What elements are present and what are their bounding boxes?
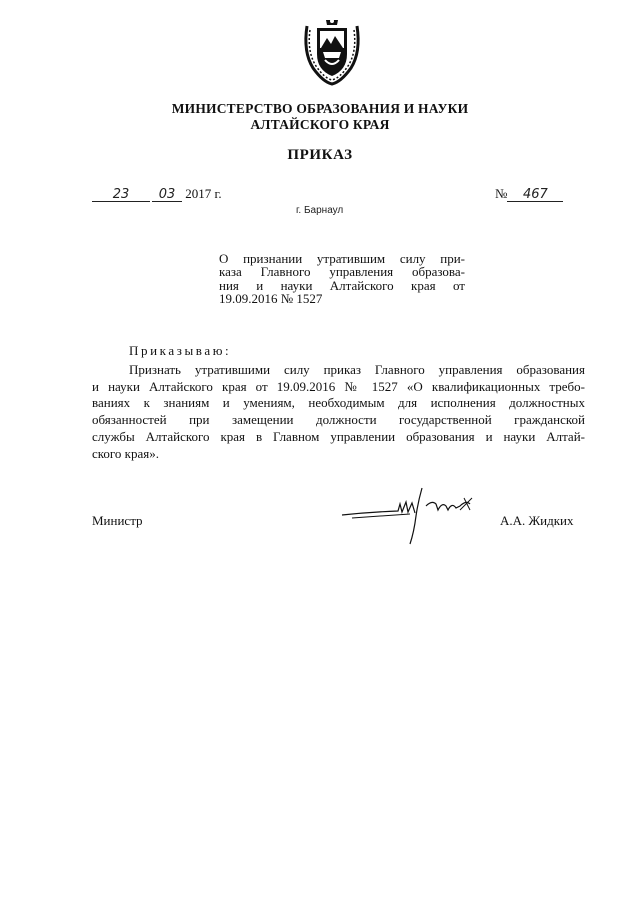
subject-line: каза Главного управления образова-: [219, 264, 465, 280]
body-line: обязанностей при замещении должности государственной гражданской: [92, 412, 585, 428]
body-line: службы Алтайского края в Главном управлении образования и науки Алтай-: [92, 428, 585, 444]
order-body: [92, 362, 585, 462]
subject-line: О признании утратившим силу при-: [219, 251, 465, 266]
body-line: ского края».: [92, 445, 159, 461]
document-subject: [219, 252, 465, 306]
order-word: Приказываю:: [129, 343, 232, 358]
subject-line: ния и науки Алтайского края от: [219, 277, 465, 293]
handwritten-signature: [340, 482, 490, 546]
document-date: [92, 186, 222, 202]
signer-name: А.А. Жидких: [500, 513, 574, 528]
body-line: Признать утратившими силу приказ Главного управления образования: [129, 362, 585, 377]
coat-of-arms-emblem: [301, 18, 363, 86]
date-month: 03: [152, 188, 182, 202]
document-number: [495, 186, 563, 202]
organization-name-line2: АЛТАЙСКОГО КРАЯ: [250, 117, 390, 132]
number-prefix: №: [495, 186, 508, 201]
body-line: и науки Алтайского края от 19.09.2016 № 1527 «О квалификационных требо-: [92, 378, 585, 394]
document-type: ПРИКАЗ: [287, 147, 353, 163]
date-day: 23: [92, 188, 150, 202]
body-line: ваниях к знаниям и умениям, необходимым для исполнения должностных: [92, 395, 585, 411]
number-value: 467: [507, 188, 563, 202]
city-name: г. Барнаул: [296, 205, 344, 216]
date-year: 2017 г.: [185, 186, 222, 201]
signer-title: Министр: [92, 513, 143, 528]
organization-name-line1: МИНИСТЕРСТВО ОБРАЗОВАНИЯ И НАУКИ: [171, 101, 469, 116]
subject-line: 19.09.2016 № 1527: [219, 291, 323, 307]
